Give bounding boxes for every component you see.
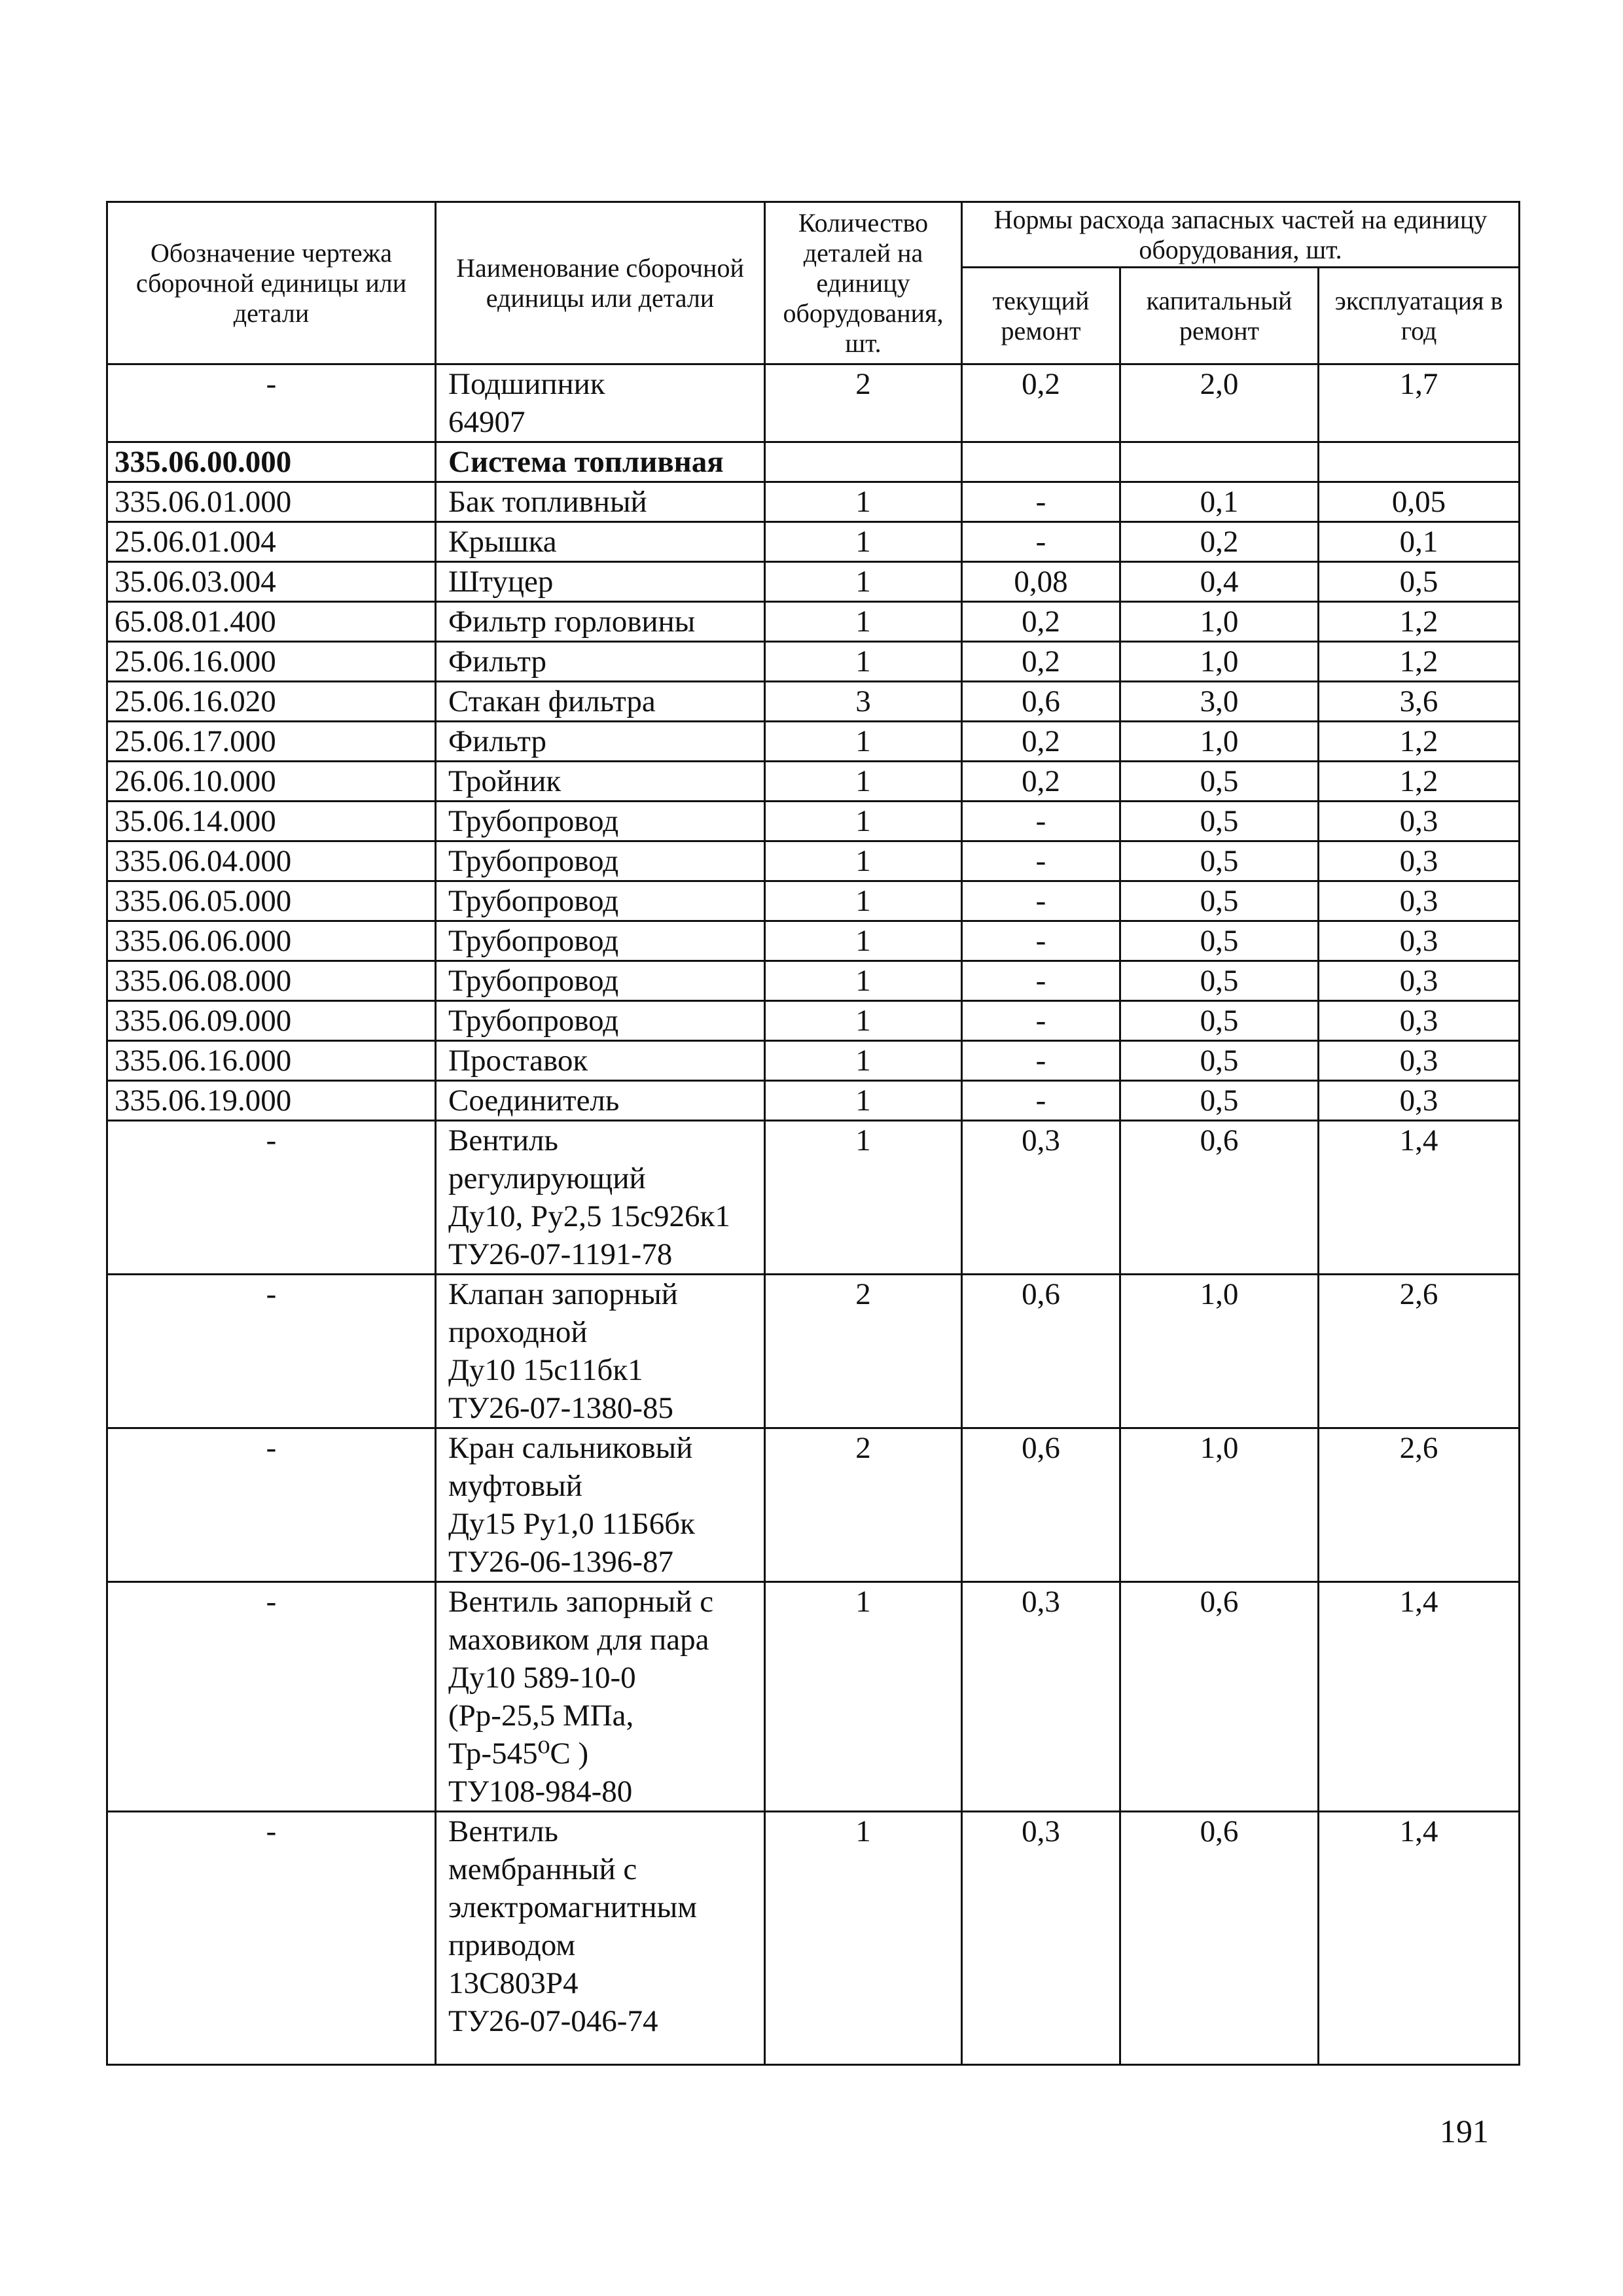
name-line: Стакан фильтра — [448, 684, 656, 718]
cell-operation: 2,6 — [1319, 1428, 1520, 1582]
cell-name — [436, 522, 765, 562]
cell-name — [436, 482, 765, 522]
cell-capital-repair: 1,0 — [1120, 722, 1319, 762]
name-line: Трубопровод — [448, 844, 619, 878]
cell-name — [436, 841, 765, 881]
table-row — [107, 1001, 1520, 1041]
cell-designation: 26.06.10.000 — [107, 762, 436, 802]
cell-designation: - — [107, 1582, 436, 1812]
cell-quantity: 1 — [765, 921, 962, 961]
cell-current-repair: - — [962, 482, 1120, 522]
cell-name — [436, 1081, 765, 1121]
cell-operation: 0,3 — [1319, 961, 1520, 1001]
cell-current-repair: - — [962, 961, 1120, 1001]
cell-quantity: 3 — [765, 682, 962, 722]
cell-operation: 0,3 — [1319, 841, 1520, 881]
cell-name — [436, 642, 765, 682]
table-row — [107, 1121, 1520, 1275]
name-line: Штуцер — [448, 565, 554, 599]
cell-current-repair: 0,6 — [962, 682, 1120, 722]
cell-name — [436, 562, 765, 602]
cell-current-repair — [962, 442, 1120, 482]
cell-designation: 335.06.01.000 — [107, 482, 436, 522]
name-line: Тройник — [448, 764, 562, 798]
name-line: Трубопровод — [448, 1004, 619, 1038]
cell-name — [436, 602, 765, 642]
cell-operation: 0,3 — [1319, 1081, 1520, 1121]
cell-capital-repair: 1,0 — [1120, 602, 1319, 642]
cell-designation: 335.06.08.000 — [107, 961, 436, 1001]
cell-capital-repair: 0,6 — [1120, 1812, 1319, 2065]
cell-designation: - — [107, 1121, 436, 1275]
cell-operation: 1,2 — [1319, 642, 1520, 682]
table-row — [107, 762, 1520, 802]
cell-capital-repair: 0,5 — [1120, 841, 1319, 881]
cell-capital-repair: 0,5 — [1120, 961, 1319, 1001]
cell-name — [436, 1812, 765, 2065]
table-row — [107, 1812, 1520, 2065]
name-line: Клапан запорный — [448, 1277, 678, 1311]
cell-quantity: 1 — [765, 762, 962, 802]
cell-capital-repair: 0,6 — [1120, 1121, 1319, 1275]
name-line: Проставок — [448, 1044, 588, 1078]
cell-name — [436, 802, 765, 841]
name-line: ТУ26-07-046-74 — [448, 2004, 658, 2038]
table-row — [107, 642, 1520, 682]
cell-operation: 0,3 — [1319, 1041, 1520, 1081]
table-row — [107, 482, 1520, 522]
cell-current-repair: - — [962, 1041, 1120, 1081]
name-line: Ду15 Ру1,0 11Б6бк — [448, 1507, 695, 1541]
name-line: Вентиль — [448, 1814, 558, 1848]
cell-capital-repair: 0,2 — [1120, 522, 1319, 562]
cell-operation — [1319, 442, 1520, 482]
name-line: Фильтр горловины — [448, 605, 696, 639]
cell-quantity: 1 — [765, 602, 962, 642]
cell-designation: 335.06.19.000 — [107, 1081, 436, 1121]
cell-name — [436, 1001, 765, 1041]
cell-name — [436, 1041, 765, 1081]
name-line: проходной — [448, 1315, 588, 1349]
cell-capital-repair — [1120, 442, 1319, 482]
cell-capital-repair: 0,5 — [1120, 1081, 1319, 1121]
cell-current-repair: - — [962, 1001, 1120, 1041]
cell-quantity: 1 — [765, 722, 962, 762]
cell-quantity: 1 — [765, 1121, 962, 1275]
table-row — [107, 881, 1520, 921]
cell-operation: 0,3 — [1319, 1001, 1520, 1041]
cell-quantity: 1 — [765, 1812, 962, 2065]
cell-capital-repair: 0,5 — [1120, 881, 1319, 921]
header-operation: эксплуатация в год — [1319, 268, 1520, 364]
name-line: приводом — [448, 1928, 576, 1962]
cell-capital-repair: 1,0 — [1120, 1428, 1319, 1582]
cell-designation: 335.06.00.000 — [107, 442, 436, 482]
cell-capital-repair: 1,0 — [1120, 642, 1319, 682]
name-line: 64907 — [448, 405, 526, 439]
cell-designation: 335.06.16.000 — [107, 1041, 436, 1081]
cell-designation: - — [107, 1812, 436, 2065]
cell-quantity: 1 — [765, 1041, 962, 1081]
cell-quantity: 1 — [765, 881, 962, 921]
cell-quantity: 1 — [765, 1001, 962, 1041]
table-row — [107, 522, 1520, 562]
cell-designation: 25.06.01.004 — [107, 522, 436, 562]
name-line: Подшипник — [448, 367, 605, 401]
name-line: электромагнитным — [448, 1890, 697, 1924]
cell-quantity: 1 — [765, 802, 962, 841]
name-line: Трубопровод — [448, 924, 619, 958]
name-line: Ду10 589-10-0 — [448, 1661, 636, 1695]
name-line: Фильтр — [448, 724, 546, 758]
cell-operation: 0,3 — [1319, 921, 1520, 961]
name-line: (Рр-25,5 МПа, — [448, 1699, 634, 1733]
cell-current-repair: - — [962, 522, 1120, 562]
cell-name — [436, 722, 765, 762]
cell-designation: - — [107, 1428, 436, 1582]
name-line: Трубопровод — [448, 964, 619, 998]
cell-current-repair: - — [962, 841, 1120, 881]
cell-name — [436, 682, 765, 722]
table-row — [107, 682, 1520, 722]
cell-capital-repair: 0,5 — [1120, 762, 1319, 802]
cell-current-repair: 0,2 — [962, 722, 1120, 762]
cell-designation: 25.06.17.000 — [107, 722, 436, 762]
table-row — [107, 442, 1520, 482]
table-row — [107, 1275, 1520, 1428]
cell-capital-repair: 0,5 — [1120, 1041, 1319, 1081]
cell-operation: 2,6 — [1319, 1275, 1520, 1428]
name-line: Бак топливный — [448, 485, 647, 519]
name-line: Ду10 15с11бк1 — [448, 1353, 643, 1387]
cell-current-repair: 0,3 — [962, 1582, 1120, 1812]
spare-parts-norms-sheet — [106, 201, 1518, 2066]
cell-name — [436, 1121, 765, 1275]
cell-capital-repair: 0,4 — [1120, 562, 1319, 602]
table-row — [107, 1582, 1520, 1812]
name-line: Трубопровод — [448, 884, 619, 918]
cell-current-repair: 0,08 — [962, 562, 1120, 602]
cell-current-repair: 0,2 — [962, 364, 1120, 442]
cell-operation: 1,4 — [1319, 1812, 1520, 2065]
name-line: Крышка — [448, 525, 557, 559]
cell-designation: 35.06.03.004 — [107, 562, 436, 602]
name-line: Соединитель — [448, 1084, 620, 1118]
cell-operation: 1,4 — [1319, 1121, 1520, 1275]
cell-current-repair: 0,6 — [962, 1428, 1120, 1582]
cell-name — [436, 1428, 765, 1582]
cell-current-repair: 0,6 — [962, 1275, 1120, 1428]
name-line: ТУ26-07-1380-85 — [448, 1391, 673, 1425]
cell-quantity: 2 — [765, 1428, 962, 1582]
cell-name — [436, 1582, 765, 1812]
name-line: ТУ26-07-1191-78 — [448, 1237, 673, 1271]
name-line: 13С803Р4 — [448, 1966, 579, 2000]
cell-name — [436, 1275, 765, 1428]
cell-designation: 335.06.09.000 — [107, 1001, 436, 1041]
table-row — [107, 1081, 1520, 1121]
cell-capital-repair: 3,0 — [1120, 682, 1319, 722]
cell-name — [436, 881, 765, 921]
table-row — [107, 841, 1520, 881]
cell-name — [436, 921, 765, 961]
cell-designation: - — [107, 1275, 436, 1428]
cell-current-repair: - — [962, 1081, 1120, 1121]
name-line: Кран сальниковый — [448, 1431, 693, 1465]
cell-designation: 335.06.06.000 — [107, 921, 436, 961]
cell-designation: - — [107, 364, 436, 442]
cell-operation: 0,3 — [1319, 881, 1520, 921]
table-row — [107, 921, 1520, 961]
cell-operation: 1,4 — [1319, 1582, 1520, 1812]
cell-capital-repair: 2,0 — [1120, 364, 1319, 442]
cell-quantity: 2 — [765, 364, 962, 442]
header-name: Наименование сборочной единицы или детали — [436, 202, 765, 364]
cell-quantity: 2 — [765, 1275, 962, 1428]
header-current-repair: текущий ремонт — [962, 268, 1120, 364]
cell-quantity: 1 — [765, 1081, 962, 1121]
cell-current-repair: 0,3 — [962, 1121, 1120, 1275]
cell-designation: 35.06.14.000 — [107, 802, 436, 841]
name-line: Ду10, Ру2,5 15с926к1 — [448, 1199, 730, 1233]
cell-operation: 0,1 — [1319, 522, 1520, 562]
table-row — [107, 1041, 1520, 1081]
cell-current-repair: - — [962, 921, 1120, 961]
cell-name — [436, 762, 765, 802]
cell-name — [436, 442, 765, 482]
cell-designation: 25.06.16.000 — [107, 642, 436, 682]
header-quantity: Количество деталей на единицу оборудования, шт. — [765, 202, 962, 364]
cell-capital-repair: 0,5 — [1120, 921, 1319, 961]
name-line: Тр-545⁰С ) — [448, 1737, 589, 1771]
cell-current-repair: - — [962, 881, 1120, 921]
name-line: Вентиль запорный с — [448, 1585, 714, 1619]
name-line: муфтовый — [448, 1469, 582, 1503]
cell-designation: 65.08.01.400 — [107, 602, 436, 642]
cell-current-repair: 0,2 — [962, 602, 1120, 642]
cell-quantity: 1 — [765, 522, 962, 562]
cell-current-repair: 0,2 — [962, 762, 1120, 802]
cell-operation: 0,5 — [1319, 562, 1520, 602]
table-row — [107, 602, 1520, 642]
cell-quantity: 1 — [765, 562, 962, 602]
cell-capital-repair: 0,5 — [1120, 1001, 1319, 1041]
name-line: маховиком для пара — [448, 1623, 709, 1657]
cell-capital-repair: 0,1 — [1120, 482, 1319, 522]
cell-operation: 3,6 — [1319, 682, 1520, 722]
header-capital-repair: капитальный ремонт — [1120, 268, 1319, 364]
cell-current-repair: 0,2 — [962, 642, 1120, 682]
table-body — [107, 364, 1520, 2065]
cell-designation: 25.06.16.020 — [107, 682, 436, 722]
table-row — [107, 722, 1520, 762]
cell-capital-repair: 1,0 — [1120, 1275, 1319, 1428]
cell-designation: 335.06.05.000 — [107, 881, 436, 921]
cell-operation: 0,3 — [1319, 802, 1520, 841]
cell-quantity: 1 — [765, 1582, 962, 1812]
table-row — [107, 802, 1520, 841]
cell-operation: 1,7 — [1319, 364, 1520, 442]
cell-quantity: 1 — [765, 961, 962, 1001]
cell-capital-repair: 0,5 — [1120, 802, 1319, 841]
spare-parts-table — [106, 201, 1520, 2066]
header-designation: Обозначение чертежа сборочной единицы или детали — [107, 202, 436, 364]
name-line: Трубопровод — [448, 804, 619, 838]
name-line: Система топливная — [448, 445, 724, 479]
cell-quantity: 1 — [765, 482, 962, 522]
table-row — [107, 1428, 1520, 1582]
cell-quantity: 1 — [765, 642, 962, 682]
cell-designation: 335.06.04.000 — [107, 841, 436, 881]
cell-quantity — [765, 442, 962, 482]
table-row — [107, 364, 1520, 442]
cell-name — [436, 961, 765, 1001]
name-line: мембранный с — [448, 1852, 637, 1886]
cell-operation: 1,2 — [1319, 602, 1520, 642]
page-number: 191 — [1440, 2113, 1489, 2149]
cell-capital-repair: 0,6 — [1120, 1582, 1319, 1812]
cell-current-repair: 0,3 — [962, 1812, 1120, 2065]
header-norms: Нормы расхода запасных частей на единицу оборудования, шт. — [962, 202, 1520, 268]
table-row — [107, 961, 1520, 1001]
name-line: регулирующий — [448, 1161, 646, 1195]
cell-operation: 0,05 — [1319, 482, 1520, 522]
cell-quantity: 1 — [765, 841, 962, 881]
cell-operation: 1,2 — [1319, 762, 1520, 802]
cell-operation: 1,2 — [1319, 722, 1520, 762]
name-line: Фильтр — [448, 645, 546, 679]
name-line: ТУ26-06-1396-87 — [448, 1545, 673, 1579]
cell-current-repair: - — [962, 802, 1120, 841]
cell-name — [436, 364, 765, 442]
table-row — [107, 562, 1520, 602]
name-line: ТУ108-984-80 — [448, 1775, 633, 1809]
name-line: Вентиль — [448, 1123, 558, 1157]
